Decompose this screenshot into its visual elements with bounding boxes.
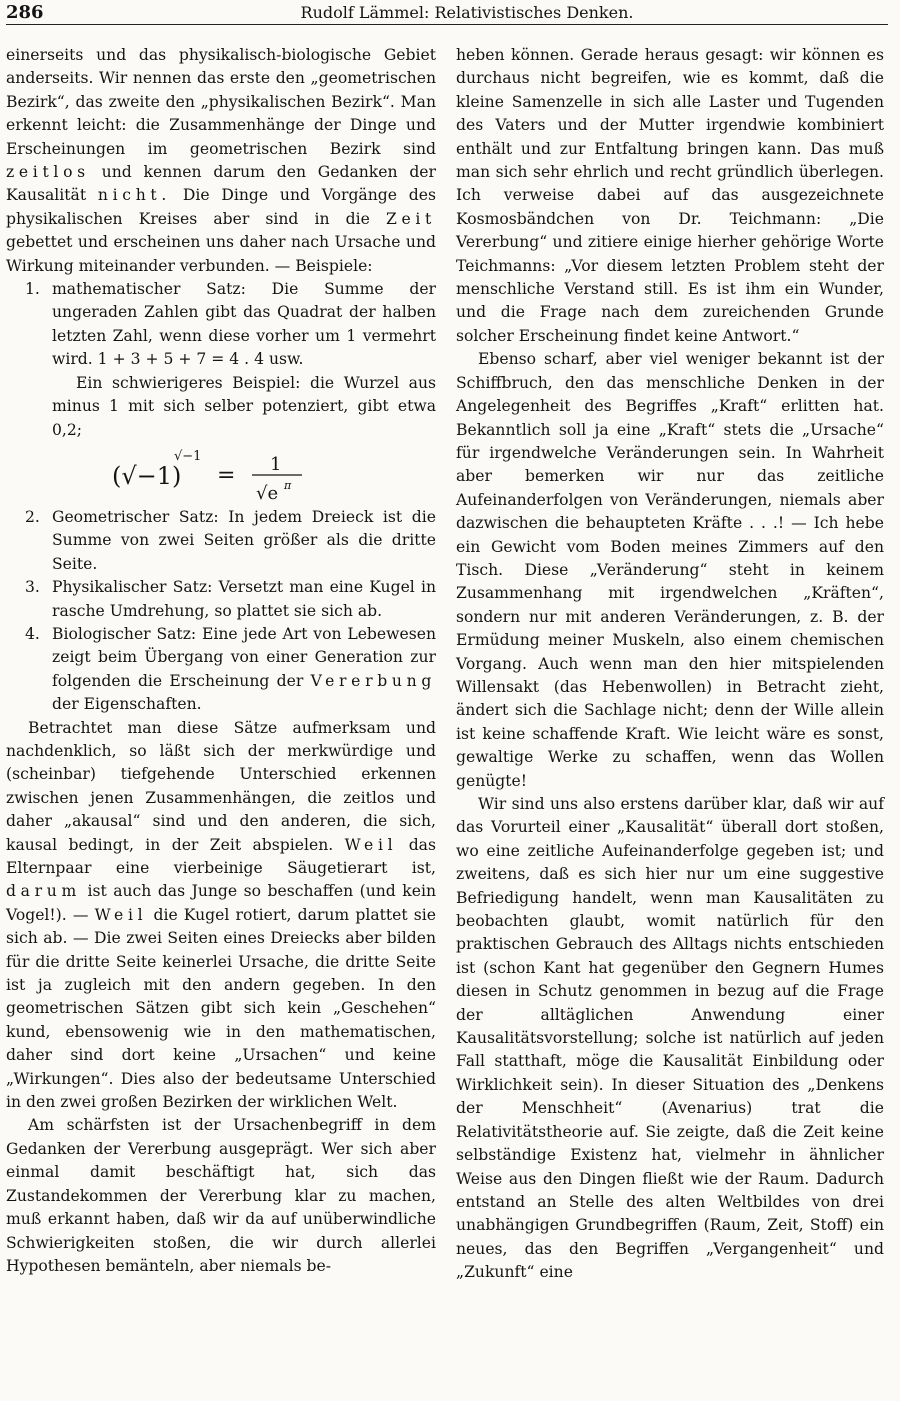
list-item: 3. Physikalischer Satz: Versetzt man eine Kugel in rasche Umdrehung, so plattet sie sich ab. — [25, 578, 436, 620]
page-number: 286 — [6, 2, 44, 23]
formula — [52, 442, 436, 506]
formula-exponent: √−1 — [174, 448, 202, 464]
list-item: 1. mathematischer Satz: Die Summe der ungeraden Zahlen gibt das Quadrat der halben letzten Zahl, wenn diese vorher um 1 vermehrt wird. 1 + 3 + 5 + 7 = 4 . 4 usw. — [25, 280, 436, 369]
page-header — [6, 2, 888, 25]
right-column — [456, 44, 884, 1285]
formula-denominator: √e — [256, 482, 279, 504]
paragraph: Ebenso scharf, aber viel weniger bekannt ist der Schiffbruch, den das menschliche Denken in der Angelegenheit des Begriffes „Kraft“ erlitten hat. Bekanntlich soll ja eine „Kraft“ stets die „Ursache“ für irgendwelche Veränderungen sein. In Wahrheit aber bemerken wir nur das zeitliche Aufeinanderfolgen von Veränderungen, niemals aber dazwischen die behaupteten Kräfte . . .! — Ich hebe ein Gewicht vom Boden meines Zimmers auf den Tisch. Diese „Veränderung“ steht in keinem Zusammenhang mit irgendwelchen „Kräften“, sondern nur mit anderen Veränderungen, z. B. der Ermüdung meiner Muskeln, also einem chemischen Vorgang. Auch wenn man den hier mitspielenden Willensakt (das Hebenwollen) in Betracht zieht, ändert sich die Sachlage nicht; denn der Wille allein ist keine schaffende Kraft. Wie leicht wäre es sonst, gewaltige Werke zu schaffen, wenn das Wollen genügte! — [456, 350, 884, 790]
running-head: Rudolf Lämmel: Relativistisches Denken. — [300, 3, 634, 22]
formula-numerator: 1 — [270, 453, 282, 475]
paragraph: Wir sind uns also erstens darüber klar, daß wir auf das Vorurteil einer „Kausalität“ überall dort stoßen, wo eine zeitliche Aufeinanderfolge gegeben ist; und zweitens, daß es sich hier nur um eine suggestive Befriedigung handelt, wenn man Kausalitäten zu beobachten glaubt, womit natürlich für den praktischen Gebrauch des Alltags nichts entschieden ist (schon Kant hat gegenüber den Gegnern Humes diesen in Schutz genommen in bezug auf die Frage der alltäglichen Anwendung einer Kausalitätsvorstellung; solche ist natürlich auf jeden Fall statthaft, möge die Kausalität Einbildung oder Wirklichkeit sein). In dieser Situation des „Denkens der Menschheit“ (Avenarius) trat die Relativitätstheorie auf. Sie zeigte, daß die Zeit keine selbständige Existenz hat, vielmehr in ähnlicher Weise aus den Dingen fließt wie der Raum. Dadurch entstand an Stelle des alten Weltbildes von drei unabhängigen Grundbegriffen (Raum, Zeit, Stoff) ein neues, das den Begriffen „Vergangenheit“ und „Zukunft“ eine — [456, 795, 884, 1282]
list-item: 4. Biologischer Satz: Eine jede Art von Lebewesen zeigt beim Übergang von einer Generation zur folgenden die Erscheinung der Vererbung der Eigenschaften. — [25, 624, 436, 714]
list-item: 2. Geometrischer Satz: In jedem Dreieck ist die Summe von zwei Seiten größer als die dritte Seite. — [25, 507, 436, 573]
example-text: Ein schwierigeres Beispiel: die Wurzel aus minus 1 mit sich selber potenziert, gibt etwa 0,2; — [52, 373, 436, 439]
formula-base: (√−1) — [112, 461, 182, 490]
paragraph: einerseits und das physikalisch-biologische Gebiet anderseits. Wir nennen das erste den „geometrischen Bezirk“, das zweite den „physikalischen Bezirk“. Man erkennt leicht: die Zusammenhänge der Dinge und Erscheinungen im geometrischen Bezirk sind zeitlos und kennen darum den Gedanken der Kausalität nicht. Die Dinge und Vorgänge des physikalischen Kreises aber sind in die Zeit gebettet und erscheinen uns daher nach Ursache und Wirkung miteinander verbunden. — Beispiele: — [6, 46, 436, 275]
paragraph: Am schärfsten ist der Ursachenbegriff in dem Gedanken der Vererbung ausgeprägt. Wer sich aber einmal damit beschäftigt hat, sich das Zustandekommen der Vererbung klar zu machen, muß erkannt haben, daß wir da auf unüberwindliche Schwierigkeiten stoßen, die wir durch allerlei Hypothesen bemänteln, aber niemals be- — [6, 1116, 436, 1275]
paragraph: heben können. Gerade heraus gesagt: wir können es durchaus nicht begreifen, wie es kommt, daß die kleine Samenzelle in sich alle Laster und Tugenden des Vaters und der Mutter irgendwie kombiniert enthält und zur Entfaltung bringen kann. Das muß man sich sehr ehrlich und recht gründlich überlegen. Ich verweise dabei auf das ausgezeichnete Kosmosbändchen von Dr. Teichmann: „Die Vererbung“ und zitiere einige hierher gehörige Worte Teichmanns: „Vor diesem letzten Problem steht der menschliche Verstand still. Es ist ihm ein Wunder, und die Frage nach dem zureichenden Grunde solcher Erscheinung findet keine Antwort.“ — [456, 46, 884, 345]
left-column — [6, 44, 436, 1278]
formula-equals: = — [217, 462, 236, 488]
formula-den-exp: π — [284, 478, 292, 492]
paragraph: Betrachtet man diese Sätze aufmerksam und nachdenklich, so läßt sich der merkwürdige und (scheinbar) tiefgehende Unterschied erkennen zwischen jenen Zusammenhängen, die zeitlos und daher „akausal“ sind und den anderen, die sich, kausal bedingt, in der Zeit abspielen. Weil das Elternpaar eine vierbeinige Säugetierart ist, darum ist auch das Junge so beschaffen (und kein Vogel!). — Weil die Kugel rotiert, darum plattet sie sich ab. — Die zwei Seiten eines Dreiecks aber bilden für die dritte Seite keinerlei Ursache, die dritte Seite ist ja zugleich mit den andern gegeben. In den geometrischen Sätzen gibt sich kein „Geschehen“ kund, ebensowenig wie in den mathematischen, daher sind dort keine „Ursachen“ und keine „Wirkungen“. Dies also der bedeutsame Unterschied in den zwei großen Bezirken der wirklichen Welt. — [6, 718, 437, 1112]
